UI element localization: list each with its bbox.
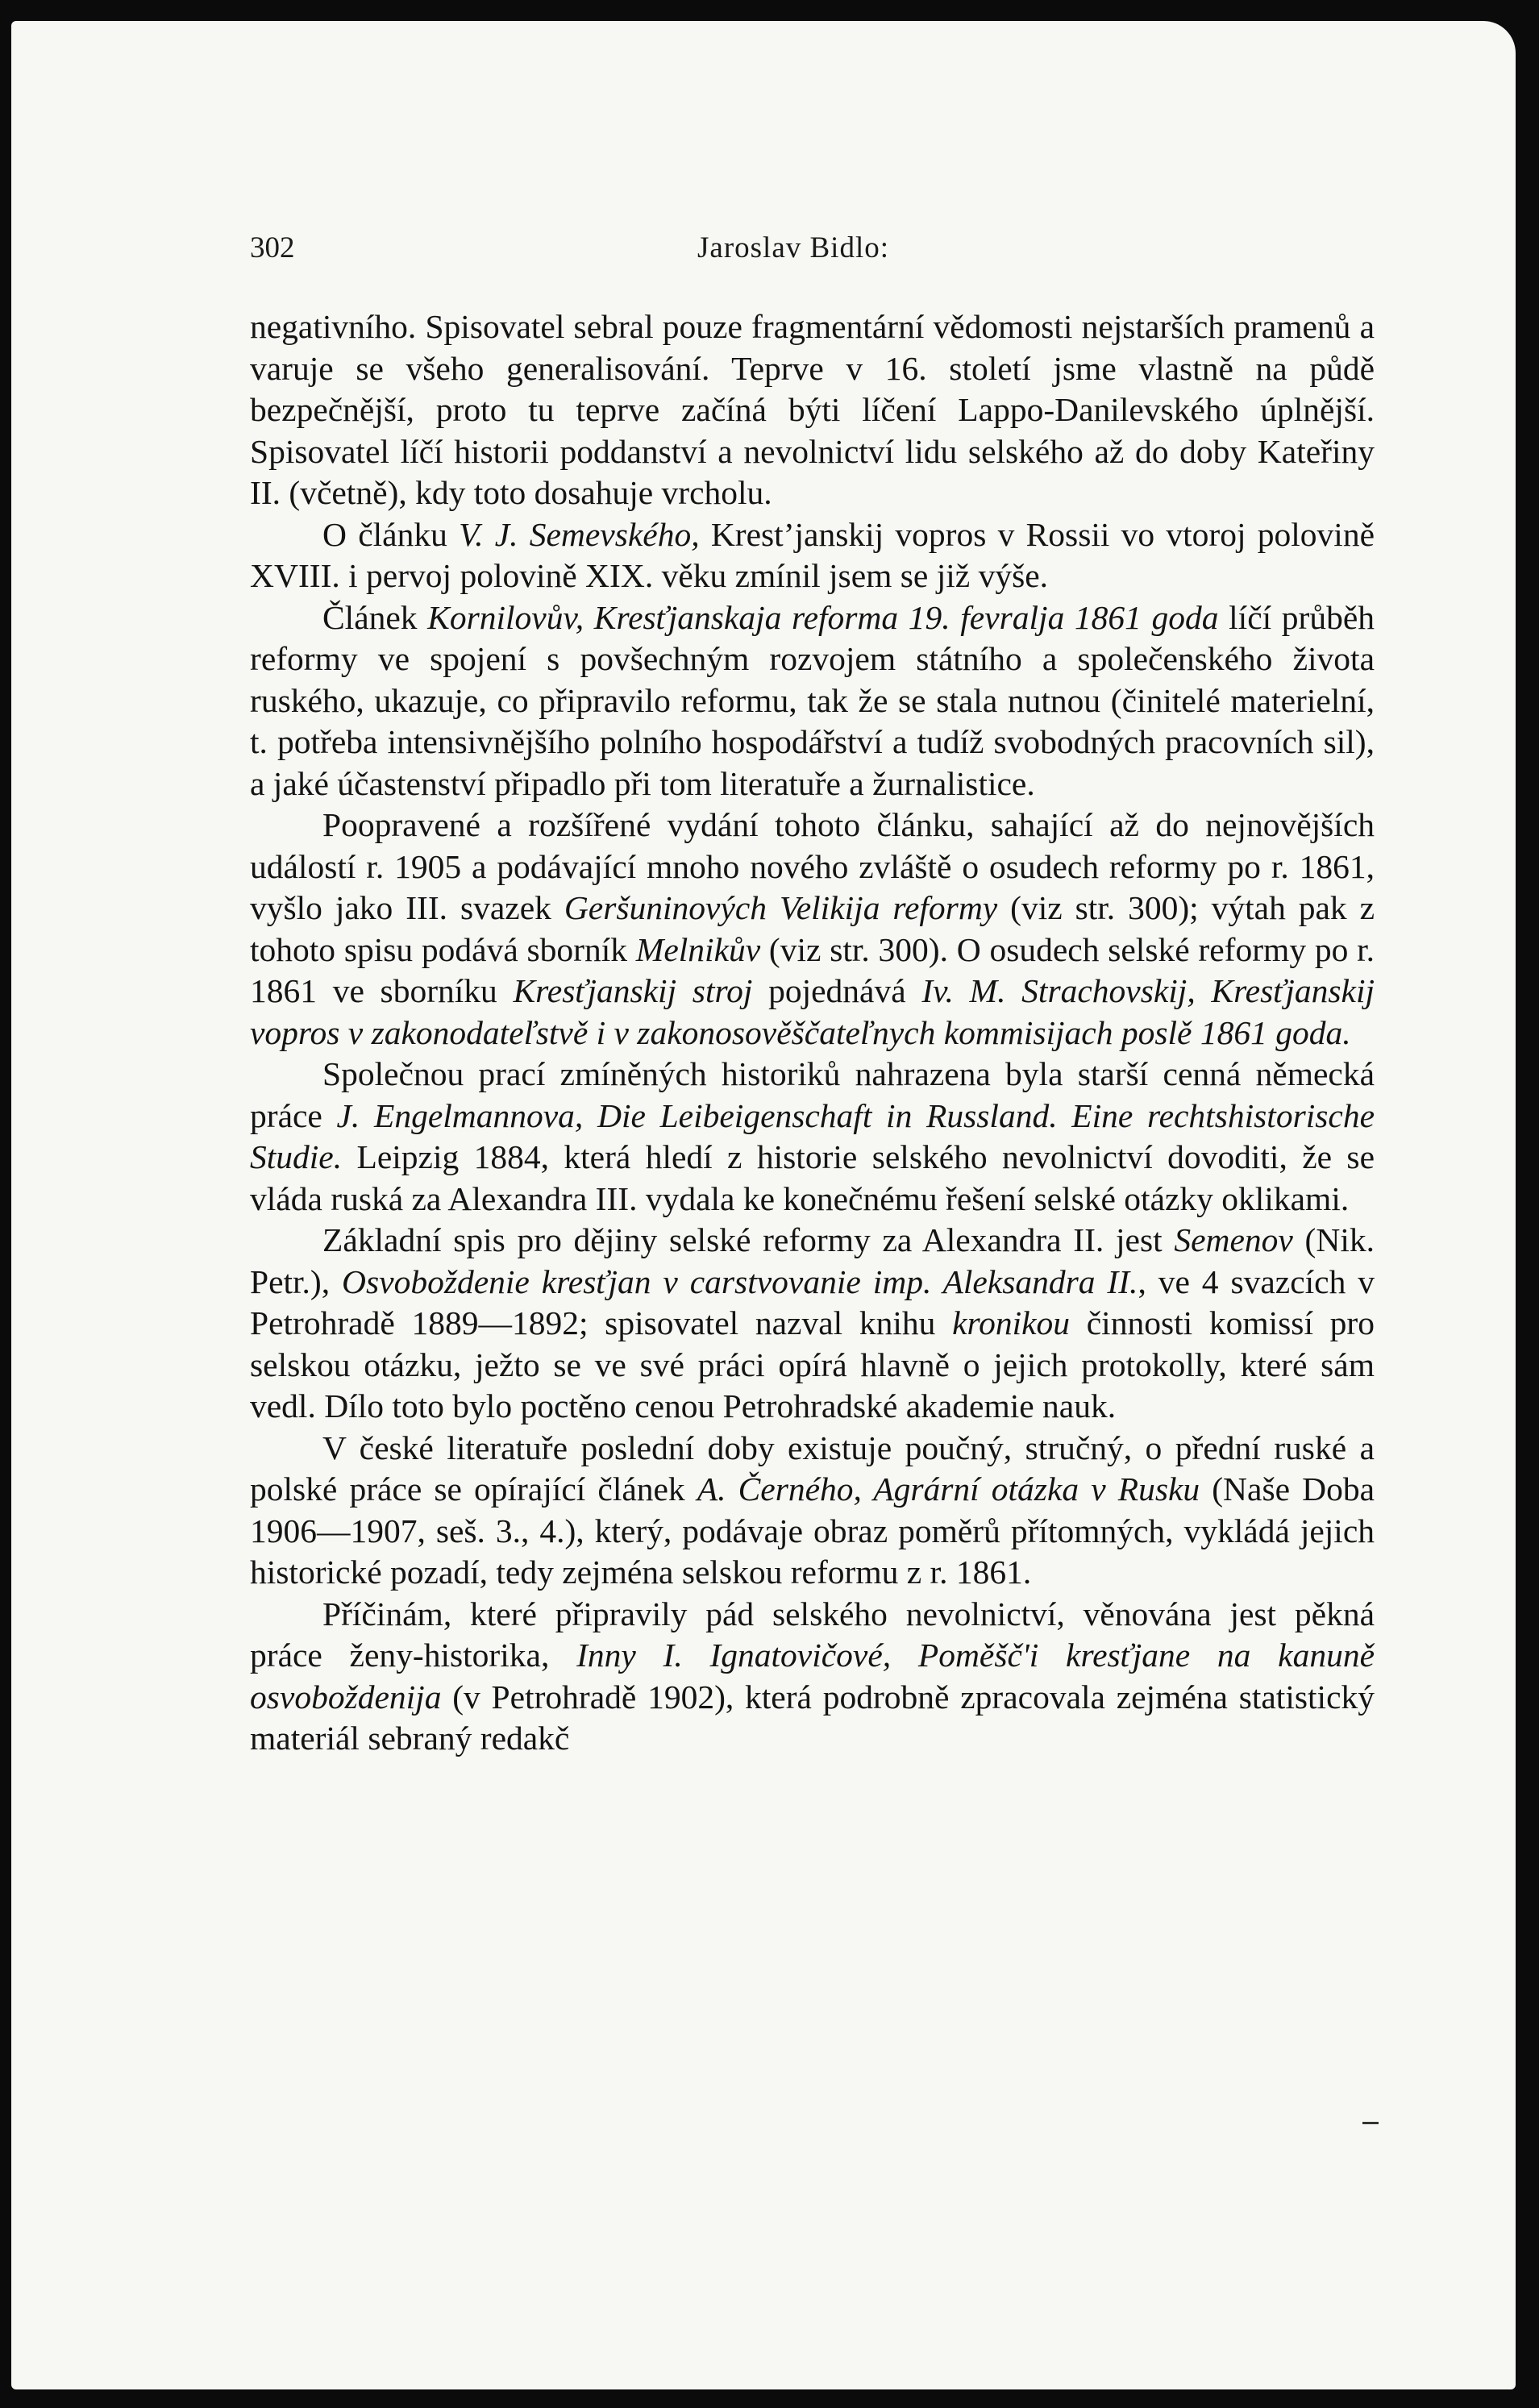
text-run: (v Petrohradě 1902), která podrobně zpracovala zejména statistický materiál sebraný redakč: [250, 1678, 1375, 1757]
running-title: Jaroslav Bidlo:: [697, 231, 890, 264]
italic-citation: V. J. Semevského,: [459, 515, 700, 553]
text-run: V české literatuře poslední doby existuje poučný, stručný, o přední ruské a polské práce se opírající článek: [250, 1429, 1375, 1508]
italic-citation: A. Černého, Agrární otázka v Rusku: [697, 1470, 1200, 1508]
text-run: (viz str. 300). O osudech selské reformy po r. 1861 ve sborníku: [250, 930, 1375, 1009]
body-text: [250, 306, 1375, 1760]
text-run: Poopravené a rozšířené vydání tohoto článku, sahající až do nejnovějších událostí r. 1905 a podávající mnoho nového zvláště o osudech reformy po r. 1861, vyšlo jako III. svazek: [250, 806, 1375, 926]
paragraph: [250, 1054, 1375, 1220]
text-run: líčí průběh reformy ve spojení s povšechným rozvojem státního a společenského života ruského, ukazuje, co připravilo reformu, tak že se stala nutnou (činitelé materielní, t. potřeba intensivnějšího polního hospodářství a tudíž svobodných pracovních sil), a jaké účastenství připadlo při tom literatuře a žurnalistice.: [250, 598, 1375, 802]
text-run: O článku: [322, 515, 460, 553]
text-run: Základní spis pro dějiny selské reformy za Alexandra II. jest: [322, 1221, 1175, 1258]
text-run: Krest’janskij vopros v Rossii vo vtoroj polovině XVIII. i pervoj polovině XIX. věku zmínil jsem se již výše.: [250, 515, 1375, 594]
page-number: 302: [250, 231, 295, 264]
margin-mark: [1362, 2122, 1379, 2124]
text-run: Leipzig 1884, která hledí z historie selského nevolnictví dovoditi, že se vláda ruská za Alexandra III. vydala ke konečnému řešení selské otázky oklikami.: [250, 1138, 1375, 1217]
paragraph: [250, 1220, 1375, 1428]
text-run: , ve 4 svazcích v Petrohradě 1889—1892; spisovatel nazval knihu: [250, 1262, 1375, 1341]
text-run: Společnou prací zmíněných historiků nahrazena byla starší cenná německá práce: [250, 1055, 1375, 1134]
paragraph: [250, 805, 1375, 1054]
text-run: Příčinám, které připravily pád selského nevolnictví, věnována jest pěkná práce ženy-historika,: [250, 1595, 1375, 1674]
page-header: [250, 231, 1379, 279]
paragraph: [250, 597, 1375, 805]
italic-citation: Iv. M. Strachovskij, Kresťjanskij vopros v zakonodateľstvě i v zakonosověščateľnych kommisijach poslě 1861 goda.: [250, 972, 1375, 1051]
paragraph: [250, 1428, 1375, 1594]
paragraph: [250, 306, 1375, 514]
italic-citation: Kresťjanskij stroj: [513, 972, 753, 1009]
text-run: (Nik. Petr.),: [250, 1221, 1375, 1300]
text-run: (Naše Doba 1906—1907, seš. 3., 4.), který, podávaje obraz poměrů přítomných, vykládá jejich historické pozadí, tedy zejména selskou reformu z r. 1861.: [250, 1470, 1375, 1591]
italic-citation: Kornilovův, Kresťjanskaja reforma 19. fevralja 1861 goda: [427, 598, 1219, 636]
text-run: činnosti komissí pro selskou otázku, ježto se ve své práci opírá hlavně o jejich protokolly, které sám vedl. Dílo toto bylo poctěno cenou Petrohradské akademie nauk.: [250, 1304, 1375, 1424]
italic-citation: Melnikův: [635, 930, 761, 968]
italic-citation: kronikou: [952, 1304, 1071, 1341]
italic-citation: Osvoboždenie kresťjan v carstvovanie imp. Aleksandra II.: [342, 1262, 1138, 1300]
italic-citation: J. Engelmannova, Die Leibeigenschaft in Russland. Eine rechtshistorische Studie.: [250, 1096, 1375, 1175]
paragraph: [250, 1594, 1375, 1760]
paragraph: [250, 514, 1375, 597]
italic-citation: Inny I. Ignatovičové, Poměšč'i kresťjane na kanuně osvoboždenija: [250, 1637, 1375, 1716]
text-run: Článek: [322, 598, 428, 636]
text-run: pojednává: [752, 972, 922, 1009]
text-run: negativního. Spisovatel sebral pouze fragmentární vědomosti nejstarších pramenů a varuje se všeho generalisování. Teprve v 16. století jsme vlastně na půdě bezpečnější, proto tu teprve začíná býti líčení Lappo-Danilevského úplnější. Spisovatel líčí historii poddanství a nevolnictví lidu selského až do doby Kateřiny II. (včetně), kdy toto dosahuje vrcholu.: [250, 308, 1375, 511]
text-run: (viz str. 300); výtah pak z tohoto spisu podává sborník: [250, 889, 1375, 968]
italic-citation: Semenov: [1174, 1221, 1293, 1258]
italic-citation: Geršuninových Velikija reformy: [564, 889, 998, 926]
